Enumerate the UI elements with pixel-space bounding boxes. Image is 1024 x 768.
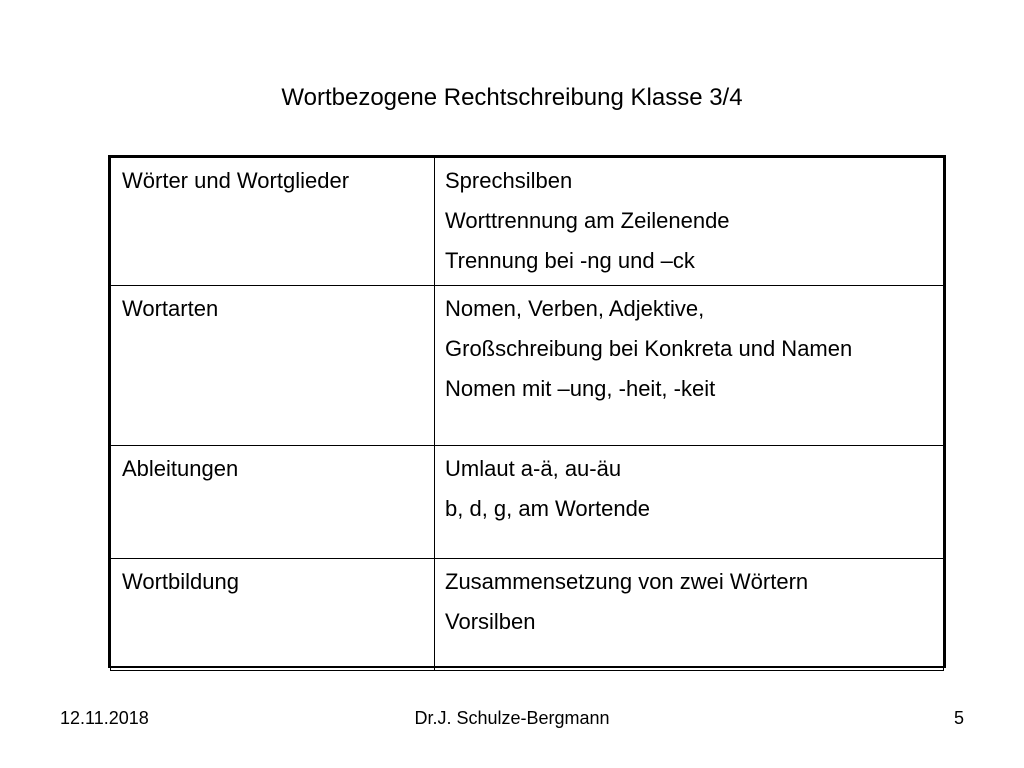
items-cell: [435, 286, 944, 446]
list-item: Nomen mit –ung, -heit, -keit: [445, 376, 716, 401]
category-label: Wortbildung: [122, 569, 239, 594]
table-row: [111, 158, 944, 286]
table-row: [111, 446, 944, 559]
category-label: Wörter und Wortglieder: [122, 168, 350, 193]
page-number: 5: [953, 708, 964, 728]
table-row: [111, 286, 944, 446]
category-label: Wortarten: [122, 296, 219, 321]
items-cell: [435, 446, 944, 559]
list-item: Zusammensetzung von zwei Wörtern: [445, 569, 809, 594]
list-item: Umlaut a-ä, au-äu: [445, 456, 622, 481]
table-row: [111, 559, 944, 671]
list-item: Großschreibung bei Konkreta und Namen: [445, 336, 853, 361]
category-cell: [111, 559, 435, 671]
list-item: Sprechsilben: [445, 168, 573, 193]
list-item: Worttrennung am Zeilenende: [445, 208, 730, 233]
items-cell: [435, 559, 944, 671]
footer-date: 12.11.2018: [60, 708, 149, 728]
list-item: Vorsilben: [445, 609, 536, 634]
items-cell: [435, 158, 944, 286]
category-cell: [111, 158, 435, 286]
list-item: Nomen, Verben, Adjektive,: [445, 296, 705, 321]
slide-title: Wortbezogene Rechtschreibung Klasse 3/4: [281, 84, 743, 111]
list-item: b, d, g, am Wortende: [445, 496, 651, 521]
category-cell: [111, 286, 435, 446]
footer-author: Dr.J. Schulze-Bergmann: [414, 708, 610, 728]
category-label: Ableitungen: [122, 456, 239, 481]
spelling-table: [110, 157, 944, 671]
list-item: Trennung bei -ng und –ck: [445, 248, 695, 273]
content-table: [108, 155, 946, 668]
category-cell: [111, 446, 435, 559]
